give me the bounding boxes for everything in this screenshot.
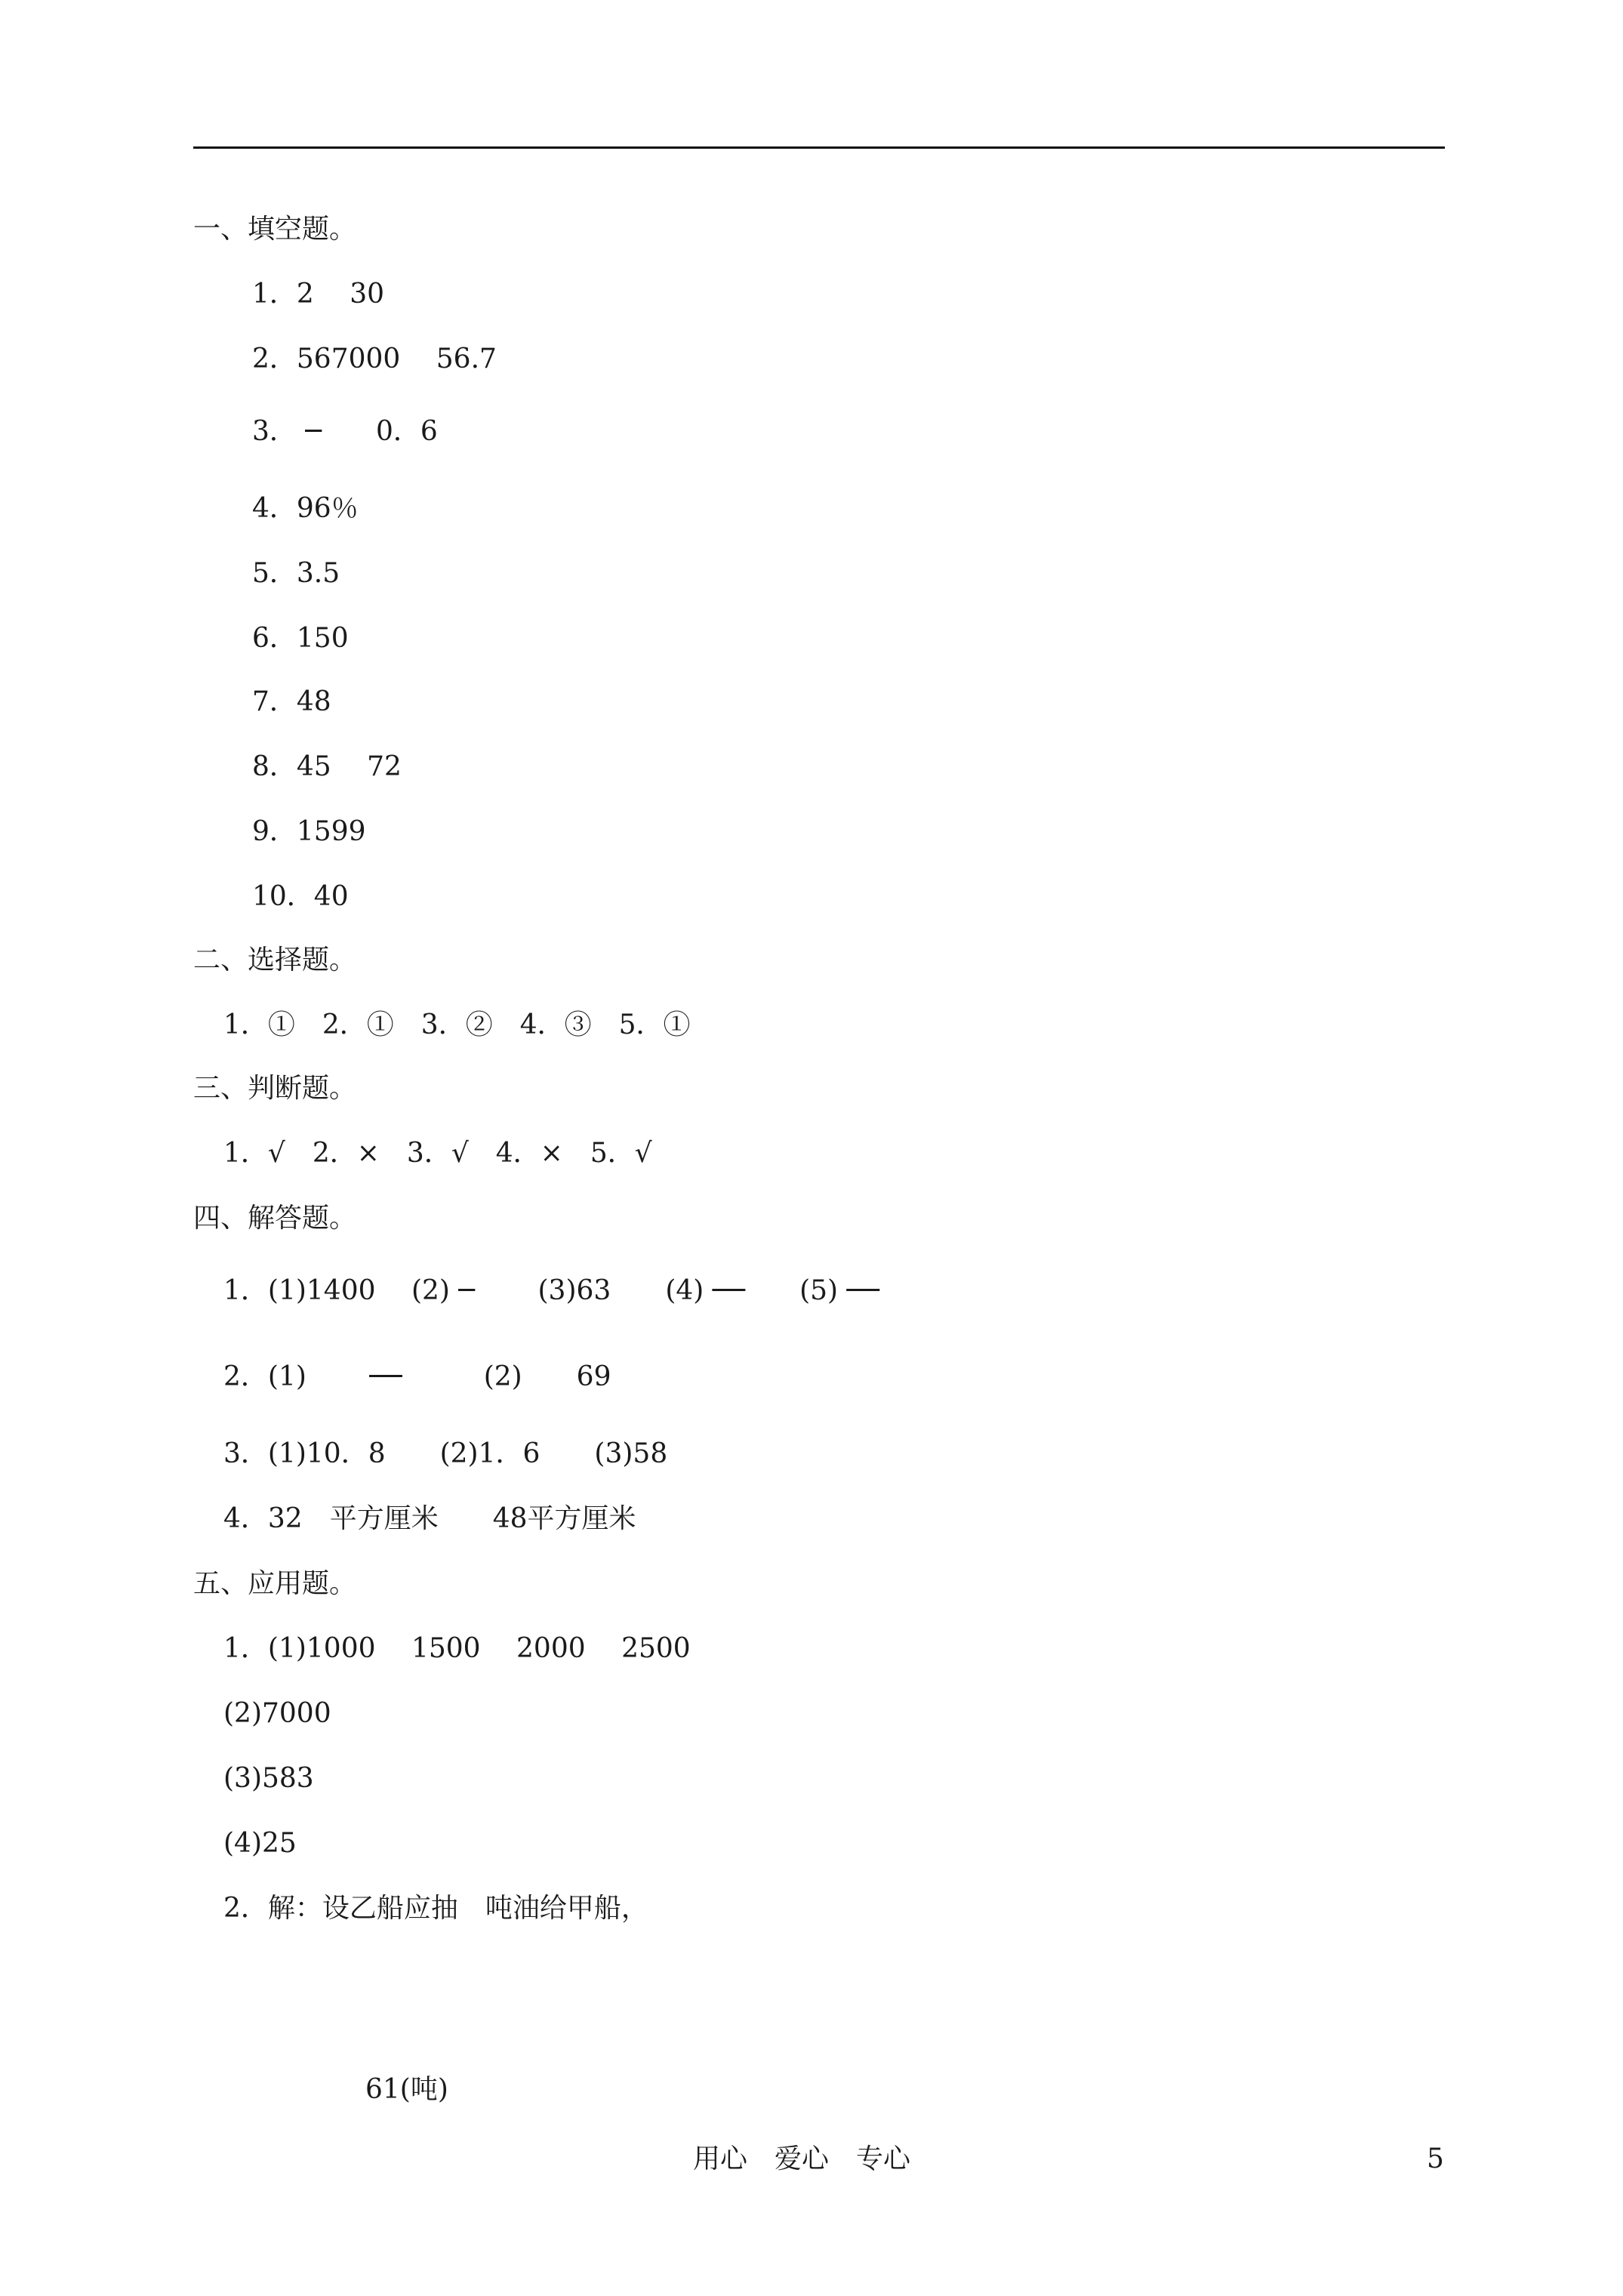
answer-line: 4．96％: [252, 493, 359, 524]
answer-line: 7．48: [252, 686, 331, 717]
footer-slogan: 用心 爱心 专心: [693, 2143, 911, 2174]
answer-line: 2．解：设乙船应抽 吨油给甲船，: [223, 1893, 648, 1924]
answer-line: 2．(1) ── (2) 69: [223, 1361, 611, 1392]
answer-line: (3)583: [223, 1763, 314, 1794]
header-rule: [193, 146, 1445, 149]
section-heading-solve: 四、解答题。: [193, 1203, 357, 1234]
answer-line: (4)25: [223, 1828, 297, 1859]
section-heading-true-false: 三、判断题。: [193, 1073, 357, 1104]
section-heading-multiple-choice: 二、选择题。: [193, 945, 357, 975]
page-number: 5: [1427, 2143, 1444, 2174]
answer-line: 1．√ 2．× 3．√ 4．× 5．√: [223, 1138, 652, 1169]
answer-line: 1．① 2．① 3．② 4．③ 5．①: [223, 1009, 691, 1040]
answer-line: 1．(1)1000 1500 2000 2500: [223, 1633, 691, 1664]
section-heading-fill-blank: 一、填空题。: [193, 214, 357, 245]
answer-line: (2)7000: [223, 1698, 331, 1729]
answer-line: 6．150: [252, 623, 349, 654]
answer-line: 2．567000 56.7: [252, 344, 497, 374]
answer-line: 3．(1)10．8 (2)1．6 (3)58: [223, 1438, 668, 1469]
section-heading-application: 五、应用题。: [193, 1568, 357, 1599]
answer-line: 8．45 72: [252, 751, 402, 782]
answer-line: 3． ─ 0．6: [252, 416, 438, 447]
answer-line: 9．1599: [252, 816, 366, 847]
answer-line: 4．32 平方厘米 48平方厘米: [223, 1503, 636, 1534]
answer-line: 61(吨): [365, 2074, 448, 2105]
answer-line: 1．(1)1400 (2) ─ (3)63 (4) ── (5) ──: [223, 1275, 879, 1306]
answer-line: 10．40: [252, 881, 349, 912]
answer-line: 1．2 30: [252, 279, 385, 310]
answer-line: 5．3.5: [252, 558, 340, 589]
